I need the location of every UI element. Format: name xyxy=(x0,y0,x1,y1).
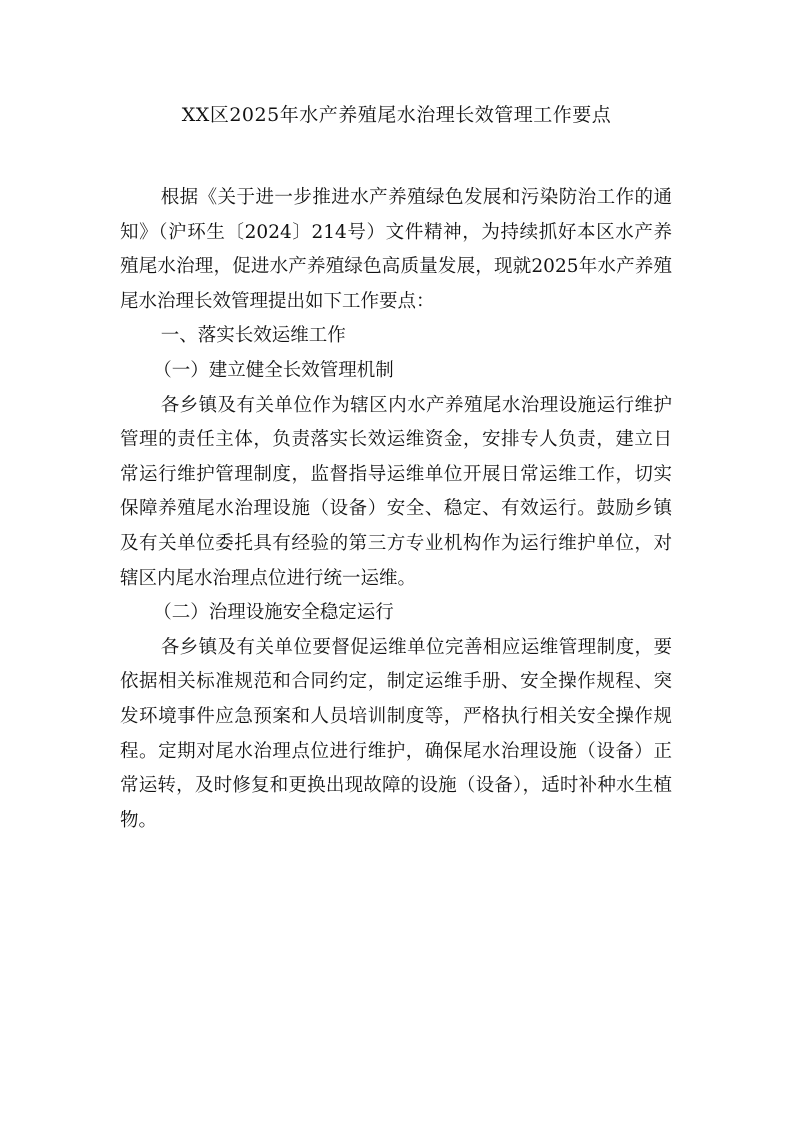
document-body xyxy=(120,181,672,838)
subsection-2-paragraph: 各乡镇及有关单位要督促运维单位完善相应运维管理制度，要依据相关标准规范和合同约定，制定运维手册、安全操作规程、突发环境事件应急预案和人员培训制度等，严格执行相关安全操作规程。定期对尾水治理点位进行维护，确保尾水治理设施（设备）正常运转，及时修复和更换出现故障的设施（设备），适时补种水生植物。 xyxy=(120,636,672,831)
section-1-heading: 一、落实长效运维工作 xyxy=(160,325,346,347)
document-title: XX区2025年水产养殖尾水治理长效管理工作要点 xyxy=(181,104,612,126)
subsection-2-heading: （二）治理设施安全稳定运行 xyxy=(153,602,394,624)
subsection-1-heading: （一）建立健全长效管理机制 xyxy=(153,359,394,381)
intro-paragraph: 根据《关于进一步推进水产养殖绿色发展和污染防治工作的通知》（沪环生〔2024〕214号）文件精神，为持续抓好本区水产养殖尾水治理，促进水产养殖绿色高质量发展，现就2025年水产养殖尾水治理长效管理提出如下工作要点： xyxy=(120,187,672,312)
subsection-1-paragraph: 各乡镇及有关单位作为辖区内水产养殖尾水治理设施运行维护管理的责任主体，负责落实长效运维资金，安排专人负责，建立日常运行维护管理制度，监督指导运维单位开展日常运维工作，切实保障养殖尾水治理设施（设备）安全、稳定、有效运行。鼓励乡镇及有关单位委托具有经验的第三方专业机构作为运行维护单位，对辖区内尾水治理点位进行统一运维。 xyxy=(120,394,672,589)
